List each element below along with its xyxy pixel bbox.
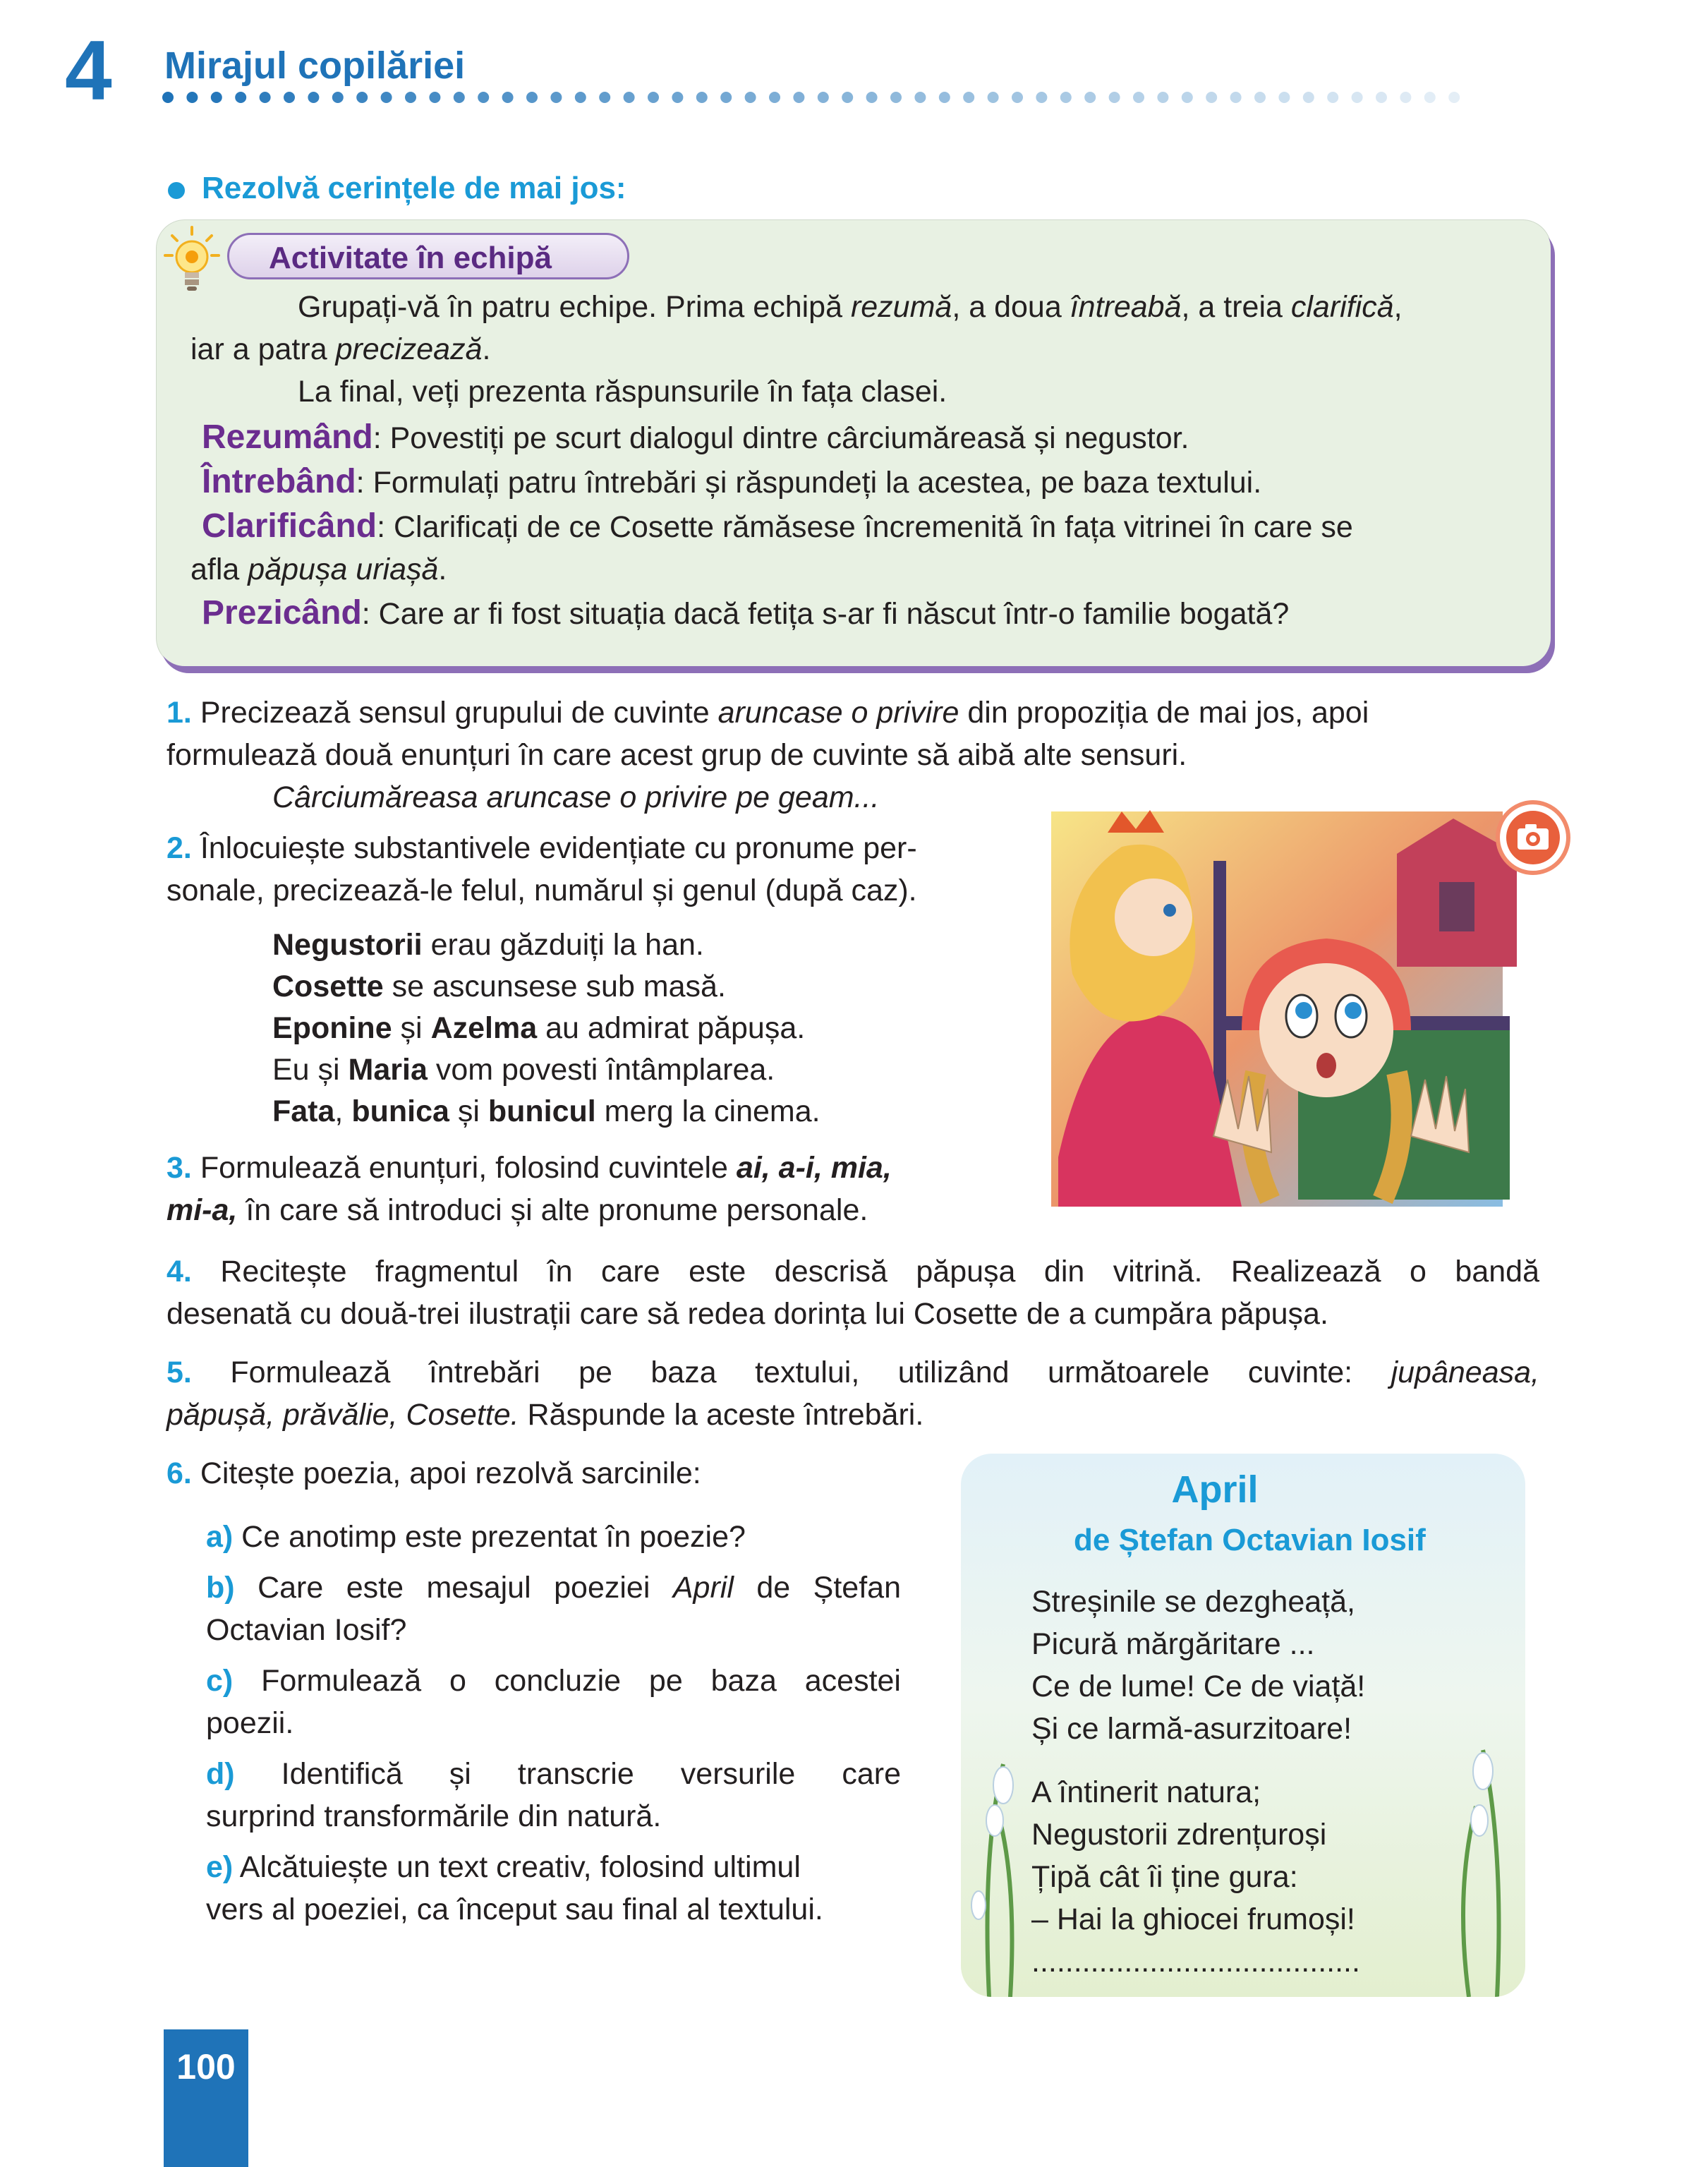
divider-dot <box>308 92 319 103</box>
exercise-1: 1. Precizează sensul grupului de cuvinte aruncase o privire din propoziția de mai jos, apoi formulează două enunțuri în care acest grup de cuvinte să aibă alte sensuri. Cârciumăreasa aruncase o privire pe geam... <box>166 692 1549 819</box>
divider-dot <box>1084 92 1096 103</box>
role-summarize: Rezumând: Povestiți pe scurt dialogul dintre cârciumăreasă și negustor. <box>202 418 1189 456</box>
poem-line: Picură mărgăritare ... <box>1031 1627 1315 1661</box>
task-list: a) Ce anotimp este prezentat în poezie? b) Care este mesajul poeziei April de Ștefan Octavian Iosif? c) Formulează o concluzie pe baza acestei poezii. d) Identifică și transcrie versurile care surprind transformările din natură. e) Alcătuiește un text creativ, folosind ultimul vers al poeziei, ca început sau final al textului. <box>206 1516 901 1931</box>
divider-dot <box>988 92 999 103</box>
divider-dot <box>211 92 222 103</box>
divider-dot <box>1303 92 1314 103</box>
role-clarify: Clarificând: Clarificați de ce Cosette rămăsese încremenită în fața vitrinei în care se <box>202 507 1353 545</box>
divider-dot <box>1012 92 1023 103</box>
divider-dot <box>818 92 829 103</box>
task-d: d) Identifică și transcrie versurile care <box>206 1757 901 1791</box>
divider-dot <box>769 92 780 103</box>
poem-stanza-2 <box>1031 1771 1360 1983</box>
divider-dot <box>696 92 708 103</box>
poem-line: – Hai la ghiocei frumoși! <box>1031 1902 1355 1936</box>
divider-dot <box>1230 92 1242 103</box>
poem-line: Țipă cât îi ține gura: <box>1031 1860 1298 1894</box>
poem-line: A întinerit natura; <box>1031 1775 1261 1809</box>
role-predict: Prezicând: Care ar fi fost situația dacă fetița s-ar fi născut într-o familie bogată? <box>202 594 1290 632</box>
exercise-4-line2: desenată cu două-trei ilustrații care să redea dorința lui Cosette de a cumpăra păpușa. <box>166 1297 1328 1331</box>
poem-ellipsis: ....................................... <box>1031 1945 1360 1979</box>
divider-dot <box>1182 92 1193 103</box>
divider-dot <box>235 92 246 103</box>
exercise-2: 2. Înlocuiește substantivele evidențiate cu pronume per- sonale, precizează-le felul, numărul și genul (după caz). <box>166 831 917 907</box>
divider-dot <box>454 92 465 103</box>
divider-dot <box>1133 92 1144 103</box>
divider-dot <box>890 92 902 103</box>
divider-dot <box>963 92 974 103</box>
divider-dot <box>866 92 878 103</box>
lightbulb-icon <box>164 224 220 295</box>
divider-dot <box>381 92 392 103</box>
divider-dot <box>186 92 198 103</box>
example-sentence: Cârciumăreasa aruncase o privire pe geam... <box>272 780 880 814</box>
divider-dot <box>672 92 683 103</box>
instruction-heading: Rezolvă cerințele de mai jos: <box>202 171 626 205</box>
poem-card <box>961 1454 1525 1997</box>
divider-dot <box>575 92 586 103</box>
sentence: Fata, bunica și bunicul merg la cinema. <box>272 1094 820 1128</box>
activity-tab-label: Activitate în echipă <box>227 233 629 279</box>
cosette-illustration <box>1030 804 1527 1214</box>
divider-dot <box>1376 92 1387 103</box>
divider-dot <box>1254 92 1266 103</box>
poem-line: Și ce larmă-asurzitoare! <box>1031 1712 1352 1746</box>
divider-dot <box>1448 92 1460 103</box>
divider-dot <box>745 92 756 103</box>
divider-dot <box>624 92 635 103</box>
bullet-icon <box>168 182 185 199</box>
task-c: c) Formulează o concluzie pe baza acestei <box>206 1664 901 1698</box>
divider-dot <box>1109 92 1120 103</box>
divider-dot <box>1157 92 1168 103</box>
divider-dot <box>939 92 950 103</box>
divider-dot <box>648 92 659 103</box>
sentence: Eponine și Azelma au admirat păpușa. <box>272 1011 806 1045</box>
task-e: e) Alcătuiește un text creativ, folosind ultimul <box>206 1850 801 1884</box>
poem-line: Streșinile se dezgheață, <box>1031 1585 1355 1619</box>
task-a: a) Ce anotimp este prezentat în poezie? <box>206 1520 746 1554</box>
divider-dot <box>284 92 295 103</box>
chapter-number: 4 <box>65 23 112 118</box>
poem-title: April <box>1171 1468 1259 1511</box>
divider-dot <box>1424 92 1436 103</box>
poem-stanza-1 <box>1031 1581 1365 1750</box>
poem-author: de Ștefan Octavian Iosif <box>1074 1523 1426 1557</box>
dotted-divider <box>161 90 1480 104</box>
divider-dot <box>162 92 174 103</box>
role-question: Întrebând: Formulați patru întrebări și răspundeți la acestea, pe baza textului. <box>202 463 1262 500</box>
divider-dot <box>550 92 562 103</box>
divider-dot <box>260 92 271 103</box>
sentence: Cosette se ascunsese sub masă. <box>272 970 726 1003</box>
divider-dot <box>1036 92 1047 103</box>
divider-dot <box>1278 92 1290 103</box>
chapter-title: Mirajul copilăriei <box>164 44 466 87</box>
divider-dot <box>1327 92 1338 103</box>
task-b: b) Care este mesajul poeziei April de Ștefan <box>206 1571 901 1605</box>
divider-dot <box>1400 92 1411 103</box>
sentence: Eu și Maria vom povesti întâmplarea. <box>272 1053 775 1087</box>
sentence-list <box>272 924 820 1133</box>
divider-dot <box>405 92 416 103</box>
divider-dot <box>356 92 368 103</box>
exercise-4: 4. Recitește fragmentul în care este descrisă păpușa din vitrină. Realizează o bandă <box>166 1255 1539 1288</box>
divider-dot <box>1060 92 1072 103</box>
divider-dot <box>842 92 853 103</box>
divider-dot <box>720 92 732 103</box>
divider-dot <box>793 92 804 103</box>
divider-dot <box>1352 92 1363 103</box>
exercise-6: 6. Citește poezia, apoi rezolvă sarcinile: <box>166 1456 701 1490</box>
poem-line: Ce de lume! Ce de viață! <box>1031 1670 1366 1703</box>
divider-dot <box>332 92 344 103</box>
divider-dot <box>1206 92 1217 103</box>
divider-dot <box>914 92 926 103</box>
exercise-3: 3. Formulează enunțuri, folosind cuvintele ai, a-i, mia, mi-a, în care să introduci și alte pronume personale. <box>166 1151 892 1227</box>
divider-dot <box>599 92 610 103</box>
divider-dot <box>429 92 440 103</box>
page-number: 100 <box>176 2047 236 2087</box>
divider-dot <box>526 92 538 103</box>
divider-dot <box>478 92 489 103</box>
poem-line: Negustorii zdrențuroși <box>1031 1818 1327 1852</box>
team-paragraph: Grupați-vă în patru echipe. Prima echipă rezumă, a doua întreabă, a treia clarifică, iar a patra precizează. La final, veți prezenta răspunsurile în fața clasei. <box>190 290 1403 409</box>
exercise-5-line2: păpușă, prăvălie, Cosette. Răspunde la aceste întrebări. <box>166 1398 924 1432</box>
divider-dot <box>502 92 514 103</box>
team-roles: Rezumând: Povestiți pe scurt dialogul dintre cârciumăreasă și negustor. Întrebând: Formulați patru întrebări și răspundeți la acestea, pe baza textului. Clarificând: Clarificați de ce Cosette rămăsese încremenită în fața vitrinei în care se afla păpușa uriașă. Prezicând: Care ar fi fost situația dacă fetița s-ar fi născut într-o familie bogată? <box>190 416 1531 635</box>
camera-icon[interactable] <box>1494 799 1572 876</box>
exercise-5: 5. Formulează întrebări pe baza textului, utilizând următoarele cuvinte: jupâneasa, <box>166 1356 1539 1389</box>
sentence: Negustorii erau găzduiți la han. <box>272 928 704 962</box>
